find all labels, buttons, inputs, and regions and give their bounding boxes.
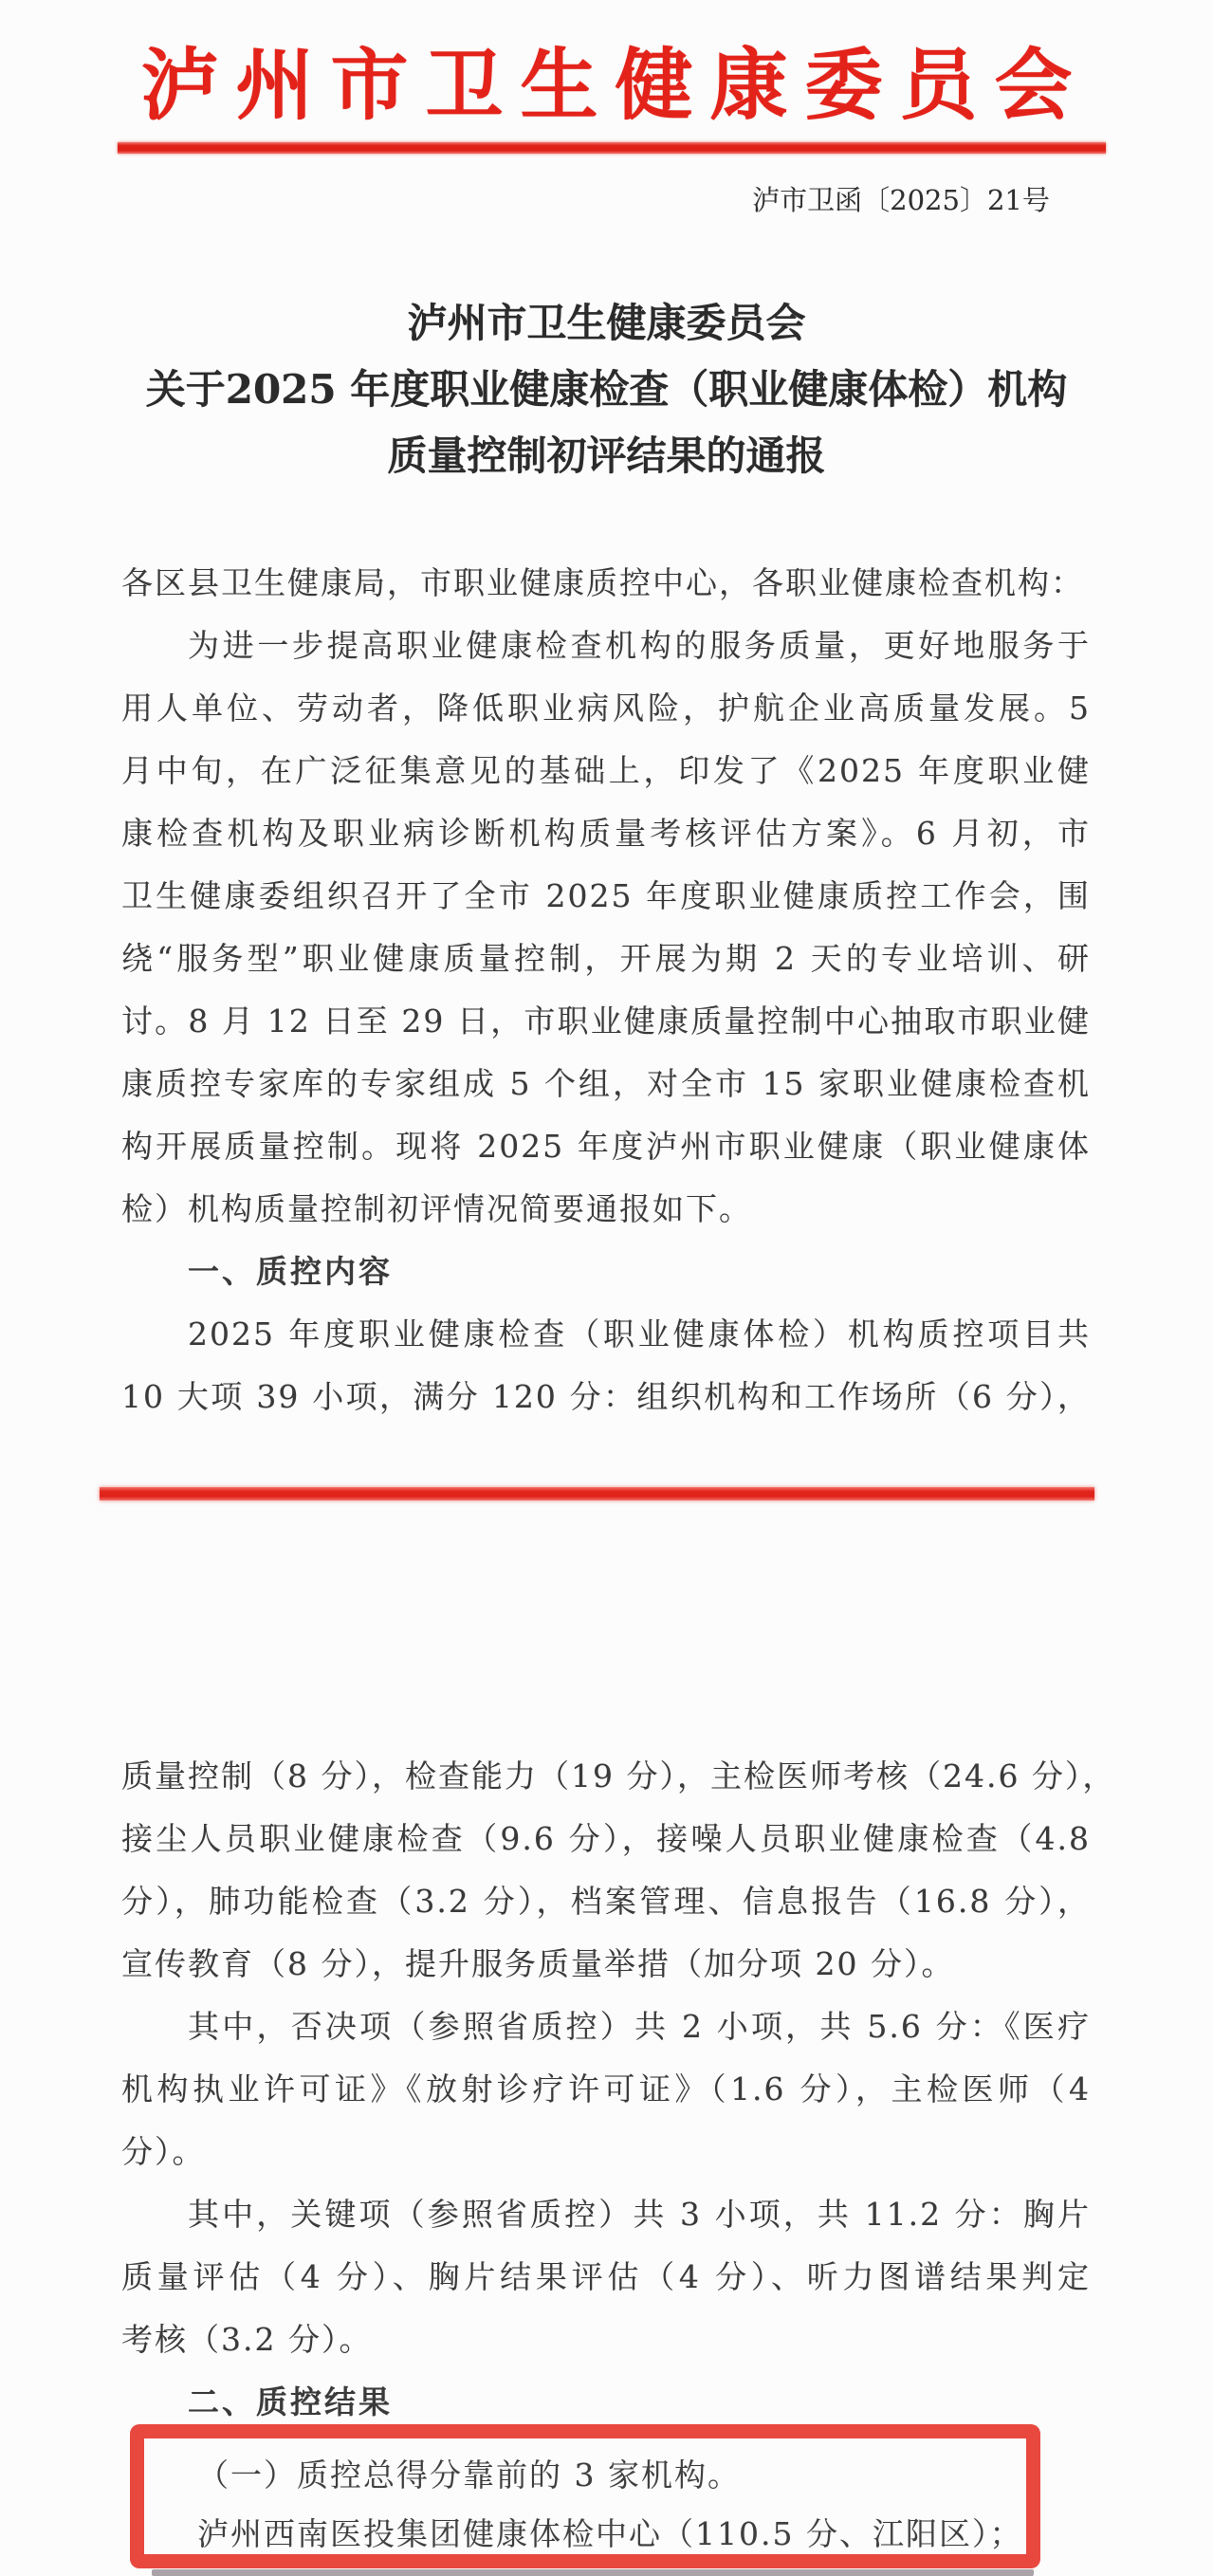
- body-text-line: 其中，关键项（参照省质控）共 3 小项，共 11.2 分：胸片: [188, 2196, 1091, 2233]
- body-text-line: 宣传教育（8 分），提升服务质量举措（加分项 20 分）。: [121, 1945, 955, 1982]
- body-text-line: 分），肺功能检查（3.2 分），档案管理、信息报告（16.8 分），: [121, 1883, 1091, 1920]
- body-text-line: 为进一步提高职业健康检查机构的服务质量，更好地服务于: [188, 627, 1091, 664]
- letterhead-title: 泸州市卫生健康委员会: [140, 40, 1090, 131]
- body-text-line: 讨。8 月 12 日至 29 日，市职业健康质量控制中心抽取市职业健: [121, 1003, 1091, 1040]
- body-text-line: 10 大项 39 小项，满分 120 分：组织机构和工作场所（6 分），: [121, 1378, 1091, 1415]
- body-text-line: 质量评估（4 分）、胸片结果评估（4 分）、听力图谱结果判定: [121, 2258, 1091, 2295]
- body-text-line: 机构执业许可证》《放射诊疗许可证》（1.6 分），主检医师（4: [121, 2070, 1091, 2107]
- body-text-line: 接尘人员职业健康检查（9.6 分），接噪人员职业健康检查（4.8: [121, 1820, 1091, 1857]
- body-text-line: 康质控专家库的专家组成 5 个组，对全市 15 家职业健康检查机: [121, 1065, 1091, 1102]
- body-page-2: [121, 1745, 1116, 2434]
- highlight-text-line: 泸州西南医投集团健康体检中心（110.5 分、江阳区）；: [197, 2515, 1023, 2552]
- body-text-line: 考核（3.2 分）。: [121, 2321, 373, 2358]
- body-text-line: 二、质控结果: [188, 2383, 393, 2420]
- document-title-line-1: 泸州市卫生健康委员会: [407, 300, 806, 346]
- document-title-line-3: 质量控制初评结果的通报: [387, 432, 826, 479]
- body-text-line: 其中，否决项（参照省质控）共 2 小项，共 5.6 分：《医疗: [188, 2008, 1091, 2045]
- body-text-line: 绕“服务型”职业健康质量控制，开展为期 2 天的专业培训、研: [121, 940, 1091, 977]
- page-separator-rule: [100, 1487, 1094, 1500]
- body-text-line: 康检查机构及职业病诊断机构质量考核评估方案》。6 月初，市: [121, 815, 1091, 852]
- body-text-line: 一、质控内容: [188, 1253, 393, 1290]
- body-text-line: 质量控制（8 分），检查能力（19 分），主检医师考核（24.6 分），: [121, 1757, 1116, 1794]
- body-page-1: [121, 552, 1091, 1428]
- letterhead-rule: [118, 142, 1106, 154]
- scan-artifact-strip: [152, 2569, 1034, 2576]
- document-title: [0, 290, 1213, 489]
- body-text-line: 分）。: [121, 2133, 206, 2170]
- document-number: 泸市卫函〔2025〕21号: [752, 184, 1050, 216]
- body-text-line: 各区县卫生健康局，市职业健康质控中心，各职业健康检查机构：: [121, 564, 1084, 601]
- highlight-box-content: [144, 2438, 1026, 2564]
- body-text-line: 检）机构质量控制初评情况简要通报如下。: [121, 1190, 752, 1227]
- highlight-annotation-box: [130, 2424, 1040, 2568]
- body-text-line: 卫生健康委组织召开了全市 2025 年度职业健康质控工作会，围: [121, 877, 1091, 914]
- body-text-line: 用人单位、劳动者，降低职业病风险，护航企业高质量发展。5: [121, 690, 1091, 727]
- document-title-line-2: 关于2025 年度职业健康检查（职业健康体检）机构: [145, 366, 1068, 413]
- body-text-line: 2025 年度职业健康检查（职业健康体检）机构质控项目共: [188, 1316, 1091, 1352]
- body-text-line: 构开展质量控制。现将 2025 年度泸州市职业健康（职业健康体: [121, 1128, 1091, 1165]
- body-text-line: 月中旬，在广泛征集意见的基础上，印发了《2025 年度职业健: [121, 752, 1091, 789]
- highlight-text-line: （一）质控总得分靠前的 3 家机构。: [197, 2456, 741, 2493]
